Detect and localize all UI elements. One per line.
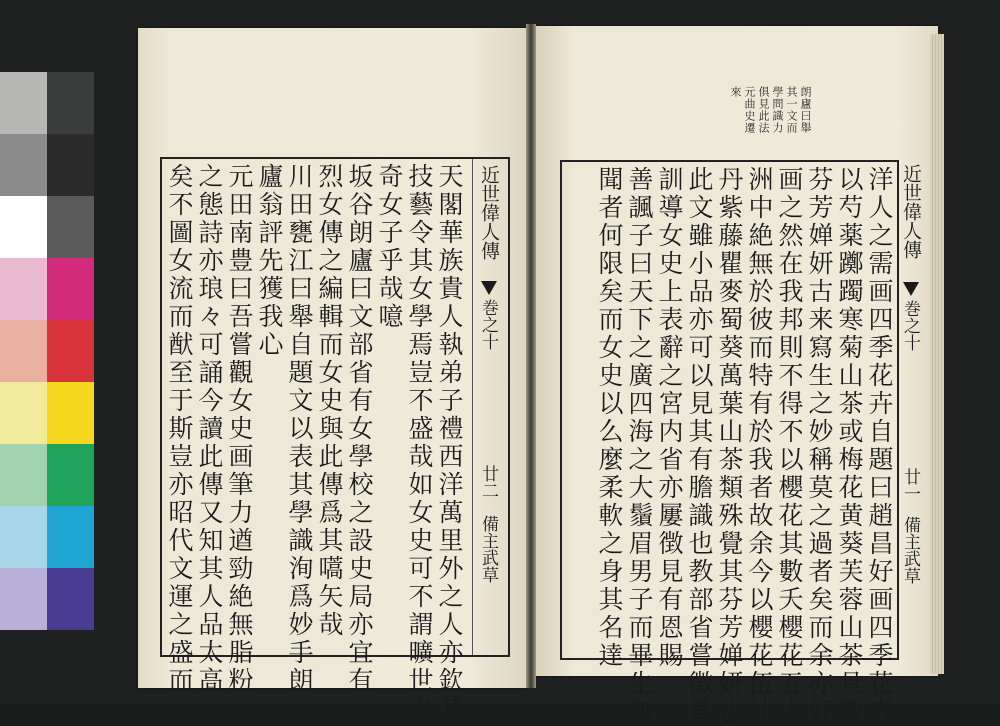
right-colophon: 備主武草 xyxy=(900,516,920,584)
color-patch xyxy=(47,72,94,134)
left-col-9: 之態詩亦琅々可誦今讀此傳又知其人品太高 xyxy=(195,163,224,695)
color-patch xyxy=(47,196,94,258)
color-patch xyxy=(0,320,47,382)
fishtail-mark-right xyxy=(903,282,919,296)
right-col-9: 善諷子曰天下之廣四海之大鬚眉男子而畢生無 xyxy=(625,166,654,726)
margin-note-6: 來 xyxy=(729,86,742,98)
left-col-1: 天閣華族貴人執弟子禮西洋萬里外之人亦欽其 xyxy=(435,163,464,723)
color-patch xyxy=(0,258,47,320)
color-patch xyxy=(47,444,94,506)
left-col-10: 矣不圖女流而猷至于斯豈亦昭代文運之盛而 xyxy=(165,163,194,695)
right-col-7: 此文雖小品亦可以見其有膽識也教部省嘗徴爲 xyxy=(685,166,714,726)
right-col-8: 訓導女史上表辭之宮内省亦屢徴見有恩賜 xyxy=(655,166,684,670)
left-text-frame xyxy=(160,157,510,723)
color-patch xyxy=(47,258,94,320)
right-col-4: 画之然在我邦則不得不以櫻花其數夭櫻花五大 xyxy=(775,166,804,726)
right-col-2: 以芍薬躑躅寒菊山茶或梅花黄葵芙蓉山茶具數 xyxy=(835,166,864,726)
left-col-4: 坂谷朗廬曰文部省有女學校之設史局亦宜有 xyxy=(345,163,374,695)
color-patch xyxy=(0,134,47,196)
page-edges xyxy=(930,34,944,674)
color-patch xyxy=(47,320,94,382)
color-patch xyxy=(0,196,47,258)
color-patch xyxy=(47,506,94,568)
margin-annotation xyxy=(703,86,813,158)
color-patch xyxy=(0,72,47,134)
right-col-3: 芬芳婵妍古来寫生之妙稱莫之過者矣而余亦好 xyxy=(805,166,834,726)
right-folio: 廿一 xyxy=(900,468,920,502)
margin-note-1: 朗廬曰舉 xyxy=(799,86,812,134)
color-patch xyxy=(0,506,47,568)
color-patch xyxy=(0,568,47,630)
left-colophon: 備主武草 xyxy=(478,515,498,583)
color-checker-card xyxy=(0,72,95,632)
fishtail-mark xyxy=(481,281,497,295)
left-col-5: 烈女傳之編輯而女史與此傳爲其嚆矢哉 xyxy=(315,163,344,639)
color-patch xyxy=(47,382,94,444)
left-col-8: 元田南豊曰吾嘗觀女史画筆力遒勁絶無脂粉 xyxy=(225,163,254,695)
right-header-title: 近世偉人傳 xyxy=(900,164,922,259)
left-col-6: 川田甕江曰舉自題文以表其學識洵爲妙手朗 xyxy=(285,163,314,695)
right-col-10: 聞者何限矣而女史以么麼柔軟之身其名達 xyxy=(595,166,624,670)
left-col-2: 技藝令其女學焉豈不盛哉如女史可不謂曠世之 xyxy=(405,163,434,723)
margin-note-3: 學問識力 xyxy=(771,86,784,134)
right-text-frame xyxy=(560,160,899,726)
right-col-5: 洲中絶無於彼而特有於我者故余今以櫻花伍杜 xyxy=(745,166,774,726)
book-binding xyxy=(526,24,536,688)
color-patch xyxy=(0,382,47,444)
color-patch xyxy=(0,444,47,506)
right-col-1: 洋人之需画四季花卉自題曰趙昌好画四季花卉 xyxy=(865,166,894,726)
left-header-title: 近世偉人傳 xyxy=(478,165,500,260)
right-col-6: 丹紫藤瞿麥蜀葵萬葉山茶類殊覺其芬芳婵妍也 xyxy=(715,166,744,726)
color-patch xyxy=(47,568,94,630)
left-folio: 廿二 xyxy=(478,465,498,499)
margin-note-2: 其一文而 xyxy=(785,86,798,134)
left-col-3: 奇女子乎哉噫 xyxy=(375,163,404,331)
right-header-volume: 巻之十 xyxy=(900,300,920,351)
left-header-volume: 巻之十 xyxy=(478,299,498,350)
margin-note-4: 俱見此法 xyxy=(757,86,770,134)
left-col-7: 廬翁評先獲我心 xyxy=(255,163,284,359)
margin-note-5: 元曲史遷 xyxy=(743,86,756,134)
color-patch xyxy=(47,134,94,196)
